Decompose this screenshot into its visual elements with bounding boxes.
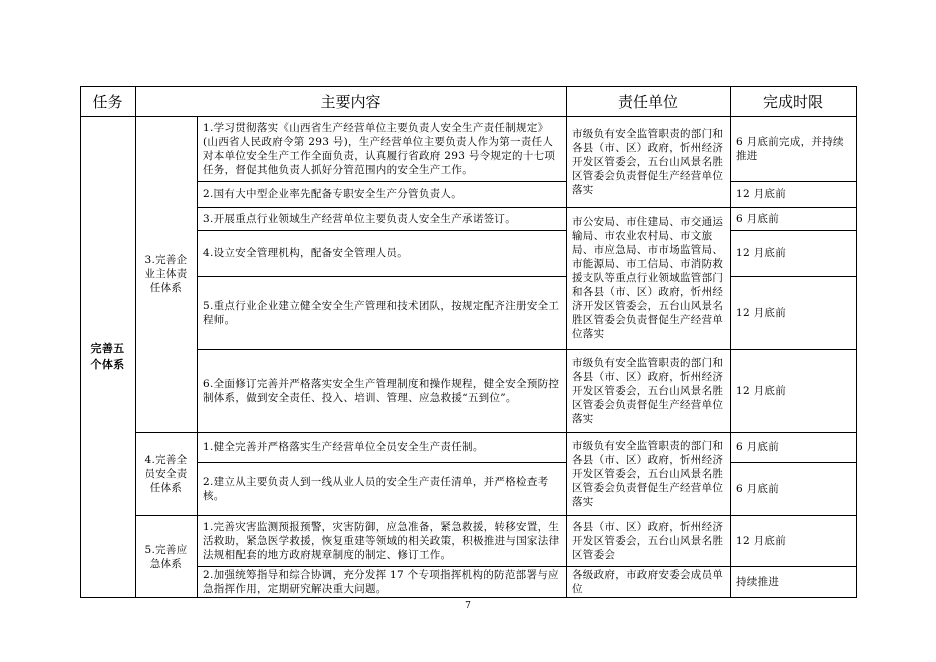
header-content: 主要内容	[320, 92, 381, 111]
header-task: 任务	[92, 92, 123, 111]
content-row: 4.设立安全管理机构，配备安全管理人员。	[203, 247, 409, 259]
unit-cell: 市级负有安全监管职责的部门和各县（市、区）政府，忻州经济开发区管委会，五台山风景名胜区管委会负责督促生产经营单位落实	[572, 439, 724, 508]
content-row: 1.健全完善并严格落实生产经营单位全员安全生产责任制。	[203, 441, 484, 453]
unit-cell: 各县（市、区）政府，忻州经济开发区管委会，五台山风景名胜区管委会	[572, 520, 724, 561]
content-row: 1.学习贯彻落实《山西省生产经营单位主要负责人安全生产责任制规定》(山西省人民政府令第 293 号)，生产经营单位主要负责人作为第一责任人对本单位安全生产工作全面负责，认真履行省政府 293 号令规定的十七项任务，督促其他负责人抓好分管范围内的安全生产工作。	[203, 121, 556, 176]
page-number: 7	[465, 601, 471, 611]
deadline-cell: 12 月底前	[736, 306, 786, 319]
content-row: 5.重点行业企业建立健全安全生产管理和技术团队，按规定配齐注册安全工程师。	[203, 299, 560, 326]
deadline-cell: 持续推进	[736, 576, 780, 588]
unit-cell: 市级负有安全监管职责的部门和各县（市、区）政府，忻州经济开发区管委会，五台山风景名胜区管委会负责督促生产经营单位落实	[572, 127, 724, 196]
content-row: 1.完善灾害监测预报预警，灾害防御，应急准备，紧急救援，转移安置，生活救助，紧急医学救援，恢复重建等领域的相关政策，积极推进与国家法律法规相配套的地方政府规章制度的制定、修订工作。	[203, 520, 560, 561]
content-row: 2.国有大中型企业率先配备专职安全生产分管负责人。	[203, 188, 463, 200]
subgroup-emergency-system: 5.完善应 急体系	[144, 543, 188, 570]
content-row: 2.加强统筹指导和综合协调，充分发挥 17 个专项指挥机构的防范部署与应急指挥作用，定期研究解决重大问题。	[203, 569, 559, 595]
subgroup-staff-responsibility: 4.完善全 员安全责 任体系	[144, 453, 188, 494]
content-row: 6.全面修订完善并严格落实安全生产管理制度和操作规程，健全安全预防控制体系，做到安全责任、投入、培训、管理、应急救援“五到位”。	[203, 377, 560, 404]
task-group-label: 完善五 个体系	[90, 342, 125, 371]
deadline-cell: 6 月底前	[736, 482, 780, 495]
deadline-cell: 12 月底前	[736, 247, 786, 259]
deadline-cell: 6 月底前	[736, 212, 780, 225]
content-row: 3.开展重点行业领域生产经营单位主要负责人安全生产承诺签订。	[203, 212, 517, 225]
deadline-cell: 12 月底前	[736, 384, 786, 397]
deadline-cell: 12 月底前	[736, 188, 786, 200]
deadline-cell: 6 月底前	[736, 441, 780, 453]
unit-cell: 市公安局、市住建局、市交通运输局、市农业农村局、市文旅局、市应急局、市市场监管局、市能源局、市工信局、市消防救援支队等重点行业领域监管部门和各县（市、区）政府，忻州经济开发区管委会，五台山风景名胜区管委会负责督促生产经营单位落实	[572, 216, 724, 340]
deadline-cell: 6 月底前完成，并持续推进	[736, 135, 844, 162]
subgroup-enterprise-responsibility: 3.完善企 业主体责 任体系	[144, 254, 188, 294]
header-deadline: 完成时限	[762, 92, 823, 111]
header-unit: 责任单位	[617, 92, 678, 111]
content-row: 2.建立从主要负责人到一线从业人员的安全生产责任清单，并严格检查考核。	[203, 475, 549, 502]
deadline-cell: 12 月底前	[736, 534, 786, 547]
unit-cell: 市级负有安全监管职责的部门和各县（市、区）政府，忻州经济开发区管委会，五台山风景名胜区管委会负责督促生产经营单位落实	[572, 356, 724, 425]
unit-cell: 各级政府，市政府安委会成员单位	[572, 569, 724, 595]
